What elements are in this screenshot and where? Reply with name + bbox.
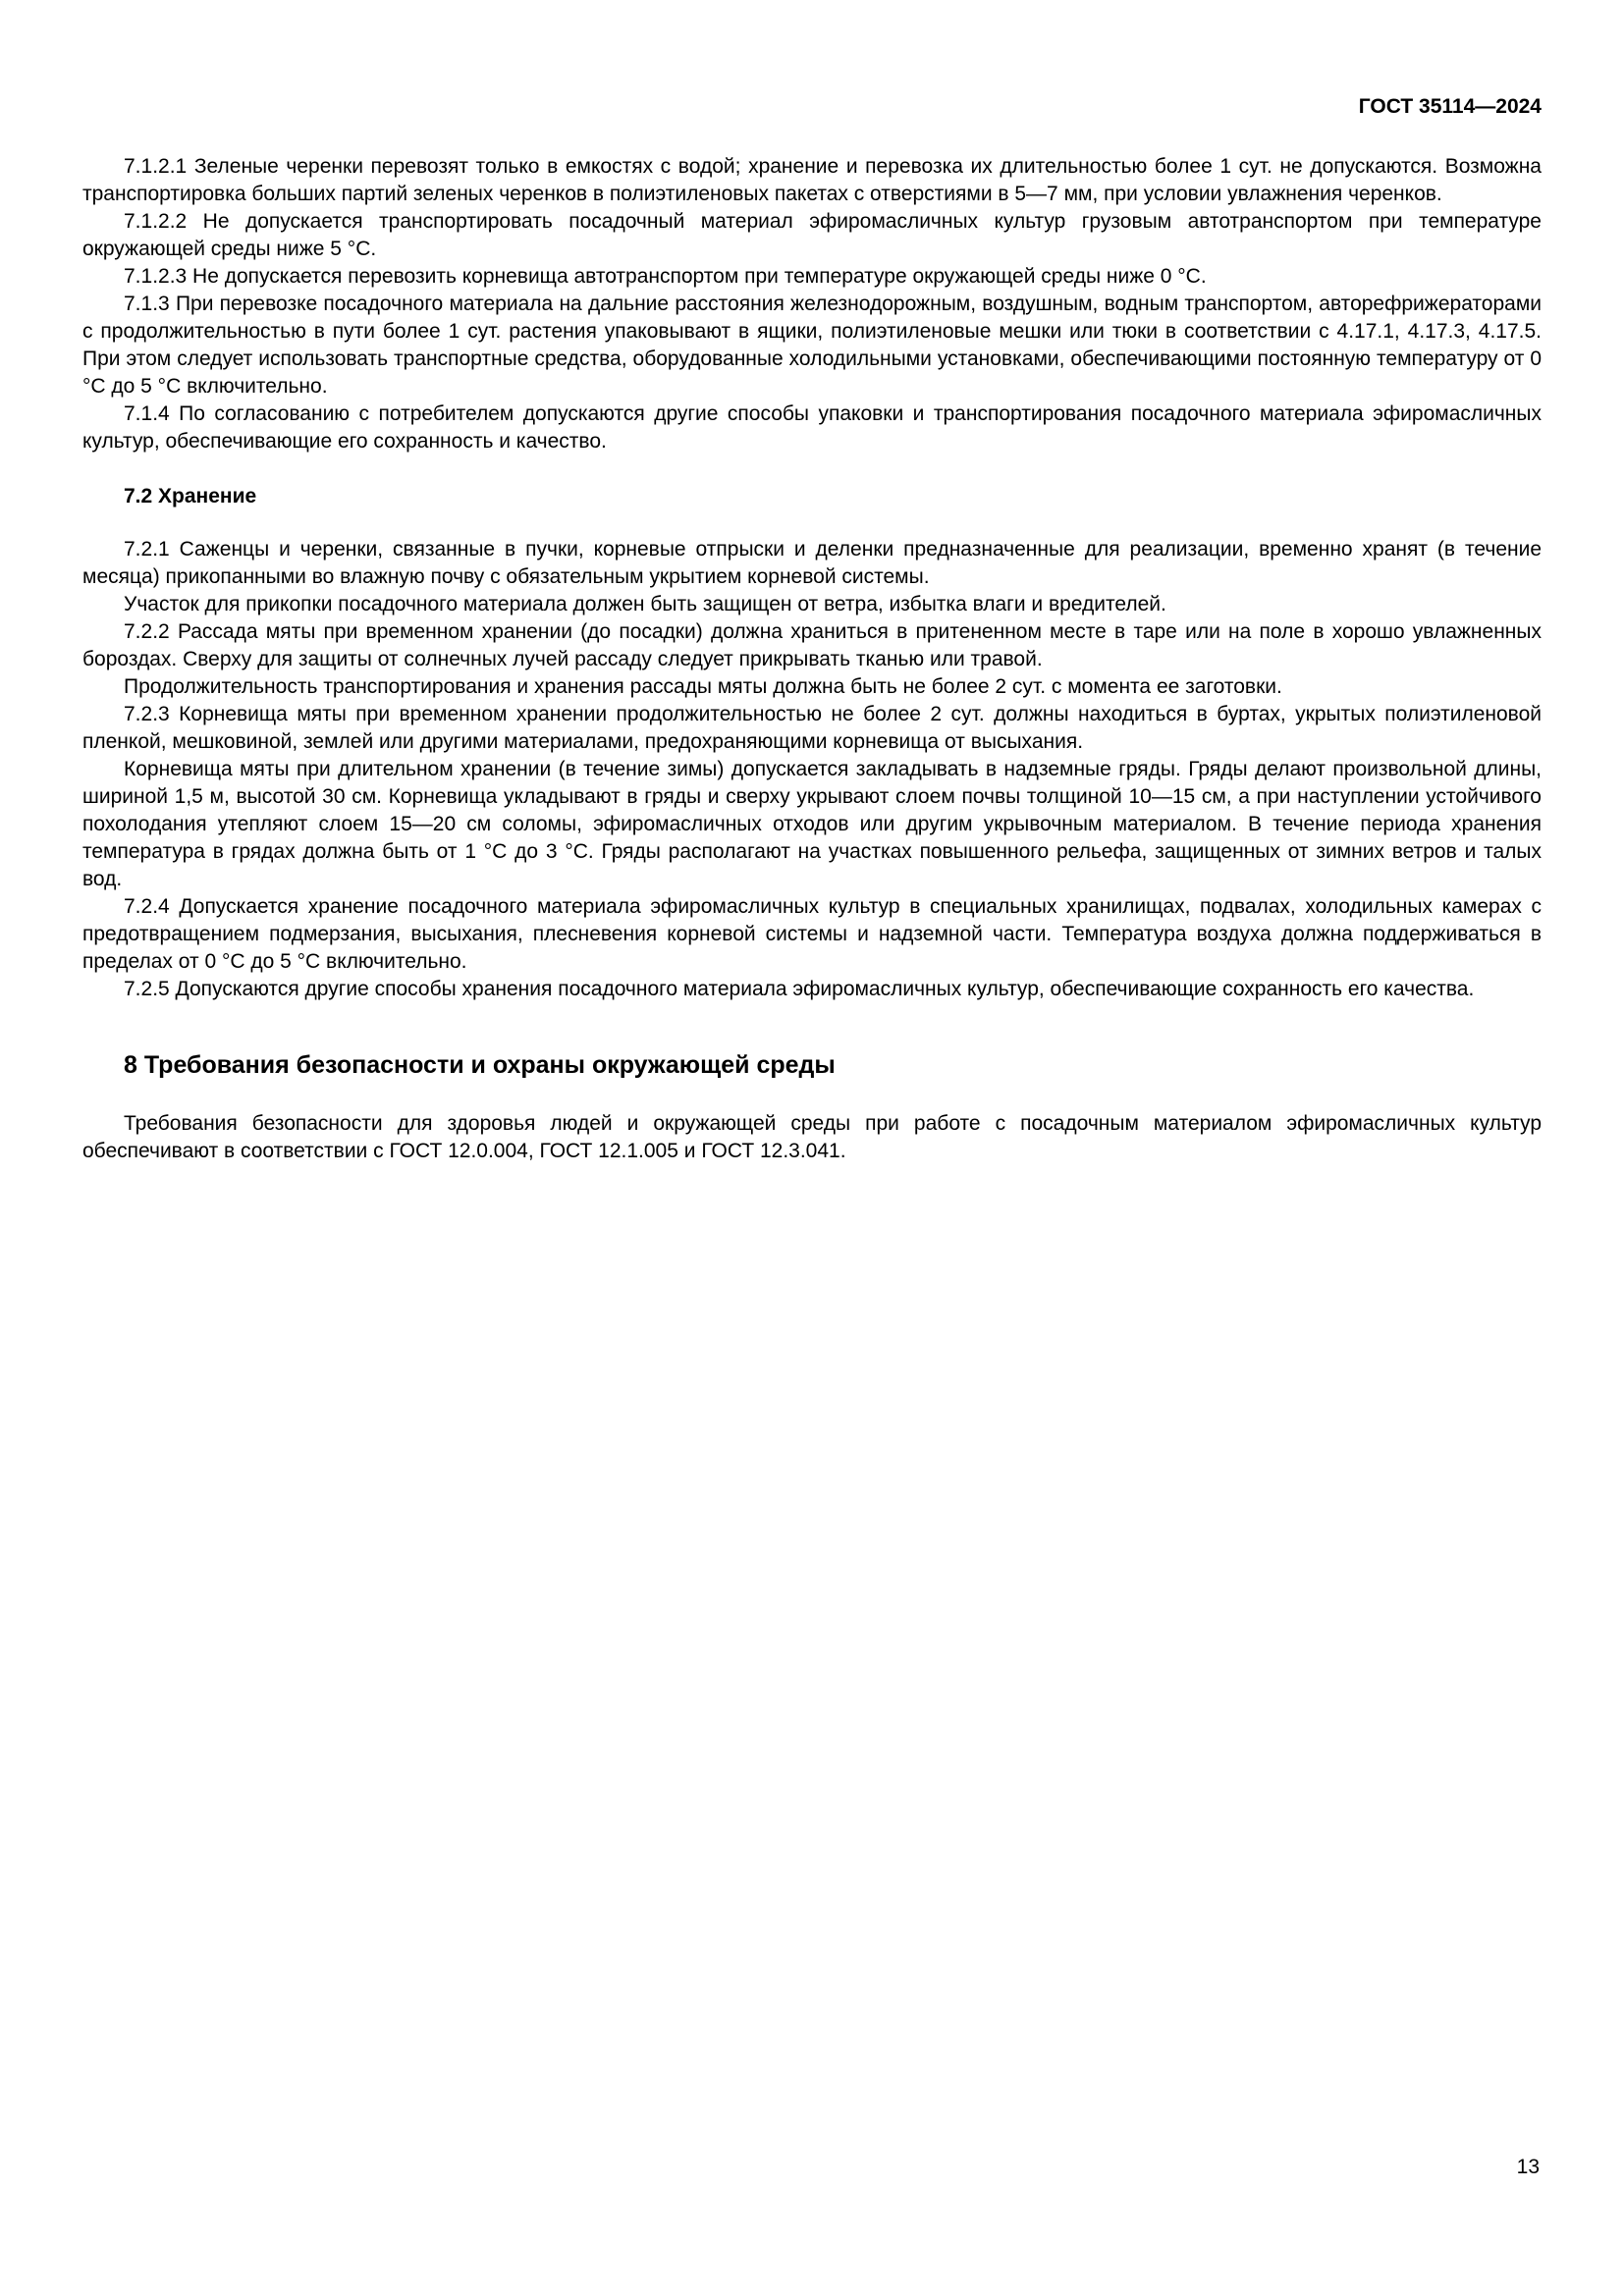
- paragraph-7-1-2-3: 7.1.2.3 Не допускается перевозить корневища автотранспортом при температуре окружающей среды ниже 0 °С.: [124, 265, 1207, 288]
- paragraph-7-1-2-1: 7.1.2.1 Зеленые черенки перевозят только в емкостях с водой; хранение и перевозка их длительностью более 1 сут. не допускаются. Возможна транспортировка больших партий зеленых черенков в полиэтиленовых пакетах с отверстиями в 5—7 мм, при условии увлажнения черенков.: [82, 155, 1542, 205]
- paragraph-7-2-2: 7.2.2 Рассада мяты при временном хранении (до посадки) должна храниться в притененном месте в таре или на поле в хорошо увлажненных бороздах. Сверху для защиты от солнечных лучей рассаду следует прикрывать тканью или травой.: [82, 620, 1542, 670]
- paragraph-7-2-1-continued: Участок для прикопки посадочного материала должен быть защищен от ветра, избытка влаги и вредителей.: [124, 593, 1166, 615]
- paragraph-7-1-3: 7.1.3 При перевозке посадочного материала на дальние расстояния железнодорожным, воздушным, водным транспортом, авторефрижераторами с продолжительностью в пути более 1 сут. растения упаковывают в ящики, полиэтиленовые мешки или тюки в соответствии с 4.17.1, 4.17.3, 4.17.5. При этом следует использовать транспортные средства, оборудованные холодильными установками, обеспечивающими постоянную температуру от 0 °С до 5 °С включительно.: [82, 293, 1542, 398]
- paragraph-7-2-1: 7.2.1 Саженцы и черенки, связанные в пучки, корневые отпрыски и деленки предназначенные для реализации, временно хранят (в течение месяца) прикопанными во влажную почву с обязательным укрытием корневой системы.: [82, 538, 1542, 588]
- paragraph-7-2-3: 7.2.3 Корневища мяты при временном хранении продолжительностью не более 2 сут. должны находиться в буртах, укрытых полиэтиленовой пленкой, мешковиной, землей или другими материалами, предохраняющими корневища от высыхания.: [82, 703, 1542, 753]
- standard-number: ГОСТ 35114—2024: [1358, 95, 1542, 118]
- subsection-heading-7-2: 7.2 Хранение: [124, 485, 257, 507]
- paragraph-7-2-3-continued: Корневища мяты при длительном хранении (в течение зимы) допускается закладывать в надземные гряды. Гряды делают произвольной длины, шириной 1,5 м, высотой 30 см. Корневища укладывают в гряды и сверху укрывают слоем почвы толщиной 10—15 см, а при наступлении устойчивого похолодания утепляют слоем 15—20 см соломы, эфиромасличных отходов или другим укрывочным материалом. В течение периода хранения температура в грядах должна быть от 1 °С до 3 °С. Гряды располагают на участках повышенного рельефа, защищенных от зимних ветров и талых вод.: [82, 758, 1542, 890]
- paragraph-section-8: Требования безопасности для здоровья людей и окружающей среды при работе с посадочным материалом эфиромасличных культур обеспечивают в соответствии с ГОСТ 12.0.004, ГОСТ 12.1.005 и ГОСТ 12.3.041.: [82, 1112, 1542, 1162]
- document-content: [82, 94, 1542, 1165]
- paragraph-7-2-5: 7.2.5 Допускаются другие способы хранения посадочного материала эфиромасличных культур, обеспечивающие сохранность его качества.: [124, 978, 1475, 1000]
- paragraph-7-2-2-continued: Продолжительность транспортирования и хранения рассады мяты должна быть не более 2 сут. с момента ее заготовки.: [124, 675, 1282, 698]
- paragraph-7-1-4: 7.1.4 По согласованию с потребителем допускаются другие способы упаковки и транспортирования посадочного материала эфиромасличных культур, обеспечивающие его сохранность и качество.: [82, 402, 1542, 453]
- paragraph-7-1-2-2: 7.1.2.2 Не допускается транспортировать посадочный материал эфиромасличных культур грузовым автотранспортом при температуре окружающей среды ниже 5 °С.: [82, 210, 1542, 260]
- page-number: 13: [1516, 2156, 1540, 2178]
- document-header: [82, 94, 1542, 120]
- section-heading-8: 8 Требования безопасности и охраны окружающей среды: [124, 1051, 836, 1079]
- paragraph-7-2-4: 7.2.4 Допускается хранение посадочного материала эфиромасличных культур в специальных хранилищах, подвалах, холодильных камерах с предотвращением подмерзания, высыхания, плесневения корневой системы и надземной части. Температура воздуха должна поддерживаться в пределах от 0 °С до 5 °С включительно.: [82, 895, 1542, 973]
